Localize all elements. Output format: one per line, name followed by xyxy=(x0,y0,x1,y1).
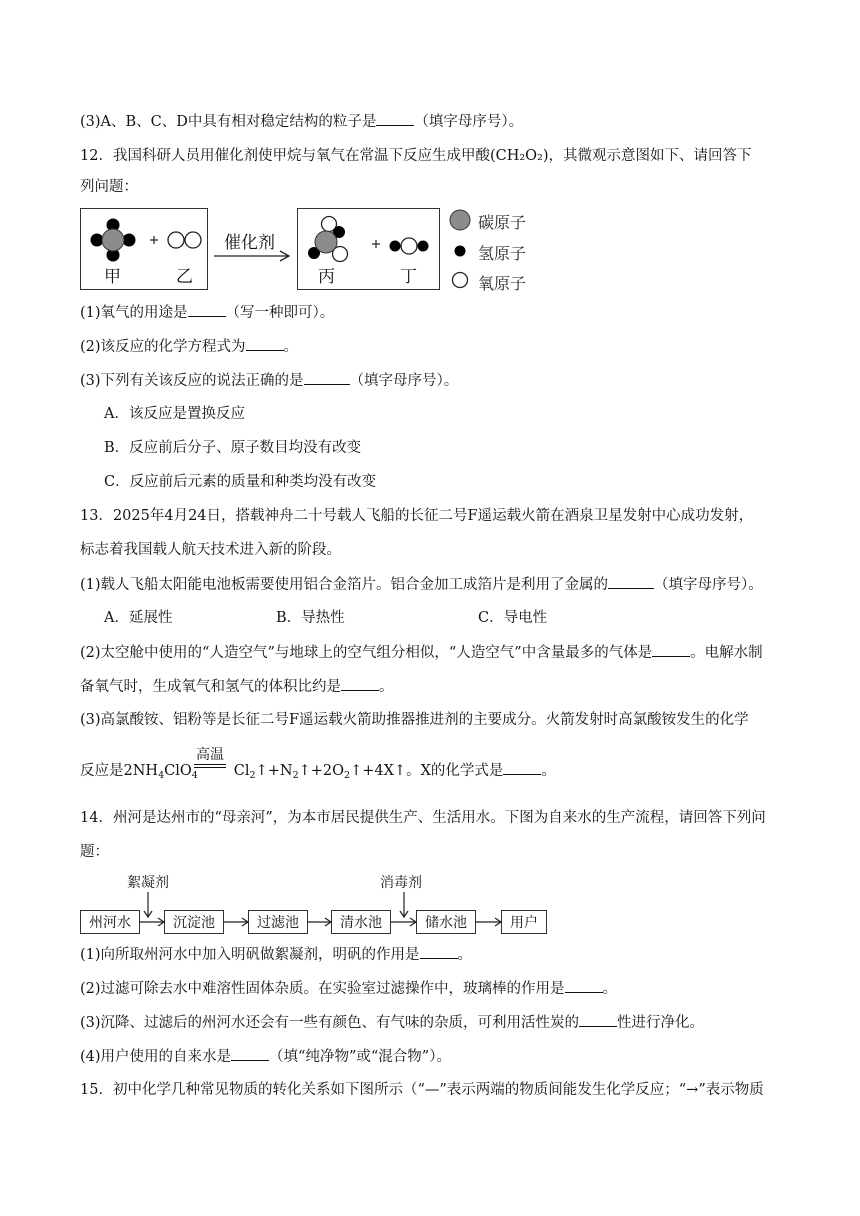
q13-part3-x-text: 。X的化学式是 xyxy=(406,763,504,779)
q12-stem-line2: 列问题： xyxy=(80,179,138,195)
q13-part1-text: (1)载人飞船太阳能电池板需要使用铝合金箔片。铝合金加工成箔片是利用了金属的 xyxy=(80,577,609,593)
q14-stem-line1: 14．州河是达州市的“母亲河”，为本市居民提供生产、生活用水。下图为自来水的生产流程，请回答下列问 xyxy=(80,810,766,826)
legend-hydrogen-label: 氢原子 xyxy=(478,244,527,263)
q13-part2-line2-suffix: 。 xyxy=(379,679,394,695)
methane-molecule-icon xyxy=(91,219,136,262)
catalyst-label: 催化剂 xyxy=(224,233,275,253)
hydrogen-atom-icon xyxy=(455,246,466,257)
formic-acid-molecule-icon xyxy=(308,217,348,262)
q13-part2-text: (2)太空舱中使用的“人造空气”与地球上的空气组分相似，“人造空气”中含量最多的气体是 xyxy=(80,645,653,661)
q14-part4-suffix: （填“纯净物”或“混合物”）。 xyxy=(269,1049,451,1065)
legend-icons xyxy=(448,208,472,292)
q12-part2 xyxy=(80,336,298,357)
flow-step-clear-water: 清水池 xyxy=(331,910,391,934)
q13-part3-line1: (3)高氯酸铵、铝粉等是长征二号F遥运载火箭助推器推进剂的主要成分。火箭发射时高氯酸铵发生的化学 xyxy=(80,712,749,728)
answer-blank[interactable] xyxy=(188,302,226,317)
answer-blank[interactable] xyxy=(608,574,654,589)
q12-stem-text: 12．我国科研人员用催化剂使甲烷与氧气在常温下反应生成甲酸 xyxy=(80,148,490,164)
q12-part1-suffix: （写一种即可）。 xyxy=(225,305,335,321)
q12-part1-text: (1)氧气的用途是 xyxy=(80,305,188,321)
label-ding: 丁 xyxy=(400,267,417,287)
chemical-equation: $2NH_4ClO_4$ $Cl_2↑+N_2↑+2O_2↑+4X↑$ xyxy=(123,763,407,781)
oxygen-molecule-icon xyxy=(168,232,201,248)
q14-part1 xyxy=(80,944,472,965)
answer-blank[interactable] xyxy=(565,978,603,993)
q12-part3-text: (3)下列有关该反应的说法正确的是 xyxy=(80,373,304,389)
flow-arrows-icon xyxy=(80,890,560,930)
q12-option-a[interactable]: A．该反应是置换反应 xyxy=(104,406,245,422)
q11-part3-suffix: （填字母序号）。 xyxy=(414,114,524,130)
q12-part1 xyxy=(80,302,334,323)
answer-blank[interactable] xyxy=(503,760,541,775)
reaction-condition: 高温 xyxy=(196,747,224,763)
q14-part4-text: (4)用户使用的自来水是 xyxy=(80,1049,232,1065)
flocculant-label: 絮凝剂 xyxy=(127,875,169,891)
disinfectant-label: 消毒剂 xyxy=(380,875,422,891)
flow-step-river-water: 州河水 xyxy=(80,910,140,934)
q14-part4 xyxy=(80,1046,451,1067)
q12-part2-text: (2)该反应的化学方程式为 xyxy=(80,339,246,355)
q12-part3-suffix: （填字母序号）。 xyxy=(349,373,459,389)
flow-step-filtration: 过滤池 xyxy=(248,910,308,934)
q12-option-c[interactable]: C．反应前后元素的质量和种类均没有改变 xyxy=(104,474,377,490)
q14-stem-line2: 题： xyxy=(80,844,109,860)
plus-sign-icon xyxy=(372,240,380,248)
legend-carbon-label: 碳原子 xyxy=(478,213,527,232)
q15-stem: 15．初中化学几种常见物质的转化关系如下图所示（“—”表示两端的物质间能发生化学反应；“→”表示物质 xyxy=(80,1082,764,1098)
q14-part3-suffix: 性进行净化。 xyxy=(617,1015,705,1031)
q13-part2-line1 xyxy=(80,642,763,663)
q14-part2-suffix: 。 xyxy=(602,981,618,997)
q11-part3 xyxy=(80,111,523,132)
q14-part3 xyxy=(80,1012,704,1033)
answer-blank[interactable] xyxy=(231,1046,269,1061)
oxygen-atom-icon xyxy=(453,273,468,288)
q11-part3-text: (3)A、B、C、D中具有相对稳定结构的粒子是 xyxy=(80,114,377,130)
q12-part2-suffix: 。 xyxy=(283,339,299,355)
carbon-atom-icon xyxy=(450,210,470,230)
q14-part1-text: (1)向所取州河水中加入明矾做絮凝剂，明矾的作用是 xyxy=(80,947,420,963)
q13-stem-line1: 13．2025年4月24日，搭载神舟二十号载人飞船的长征二号F遥运载火箭在酒泉卫星发射中心成功发射， xyxy=(80,508,754,524)
q13-part3-x-suffix: 。 xyxy=(541,763,556,779)
q13-part3-line2 xyxy=(80,760,556,786)
q14-part2-text: (2)过滤可除去水中难溶性固体杂质。在实验室过滤操作中，玻璃棒的作用是 xyxy=(80,981,565,997)
q13-option-b[interactable]: B．导热性 xyxy=(276,610,345,626)
answer-blank[interactable] xyxy=(304,370,350,385)
q13-part1 xyxy=(80,574,763,595)
q12-option-b[interactable]: B．反应前后分子、原子数目均没有改变 xyxy=(104,440,362,456)
legend-oxygen-label: 氧原子 xyxy=(478,274,527,293)
q13-part2-line2-text: 备氧气时，生成氧气和氢气的体积比约是 xyxy=(80,679,341,695)
label-jia: 甲 xyxy=(104,267,121,287)
q14-part2 xyxy=(80,978,617,999)
q12-part3 xyxy=(80,370,458,391)
water-molecule-icon xyxy=(390,238,429,254)
q13-option-a[interactable]: A．延展性 xyxy=(104,610,173,626)
label-bing: 丙 xyxy=(318,267,335,287)
q12-stem-line1 xyxy=(80,146,752,166)
reaction-arrow-icon xyxy=(212,250,294,262)
q12-stem-text-b: ，其微观示意图如下、请回答下 xyxy=(548,148,752,164)
answer-blank[interactable] xyxy=(652,642,690,657)
q14-part3-text: (3)沉降、过滤后的州河水还会有一些有颜色、有气味的杂质，可利用活性炭的 xyxy=(80,1015,580,1031)
answer-blank[interactable] xyxy=(420,944,458,959)
answer-blank[interactable] xyxy=(341,676,379,691)
answer-blank[interactable] xyxy=(376,111,414,126)
q13-stem-line2: 标志着我国载人航天技术进入新的阶段。 xyxy=(80,542,341,558)
answer-blank[interactable] xyxy=(579,1012,617,1027)
answer-blank[interactable] xyxy=(246,336,284,351)
q14-part1-suffix: 。 xyxy=(457,947,473,963)
plus-sign-icon xyxy=(150,236,158,244)
q13-part2-text-end: 。电解水制 xyxy=(690,645,763,661)
q13-part1-suffix: （填字母序号）。 xyxy=(654,577,763,593)
q12-formula: (CH₂O₂) xyxy=(489,148,549,164)
flow-step-sedimentation: 沉淀池 xyxy=(164,910,224,934)
flow-step-storage: 储水池 xyxy=(416,910,476,934)
q13-part2-line2 xyxy=(80,676,394,697)
label-yi: 乙 xyxy=(176,267,193,287)
q13-part3-line2-text: 反应是 xyxy=(80,763,124,779)
flow-step-user: 用户 xyxy=(501,910,547,934)
q13-option-c[interactable]: C．导电性 xyxy=(478,610,548,626)
